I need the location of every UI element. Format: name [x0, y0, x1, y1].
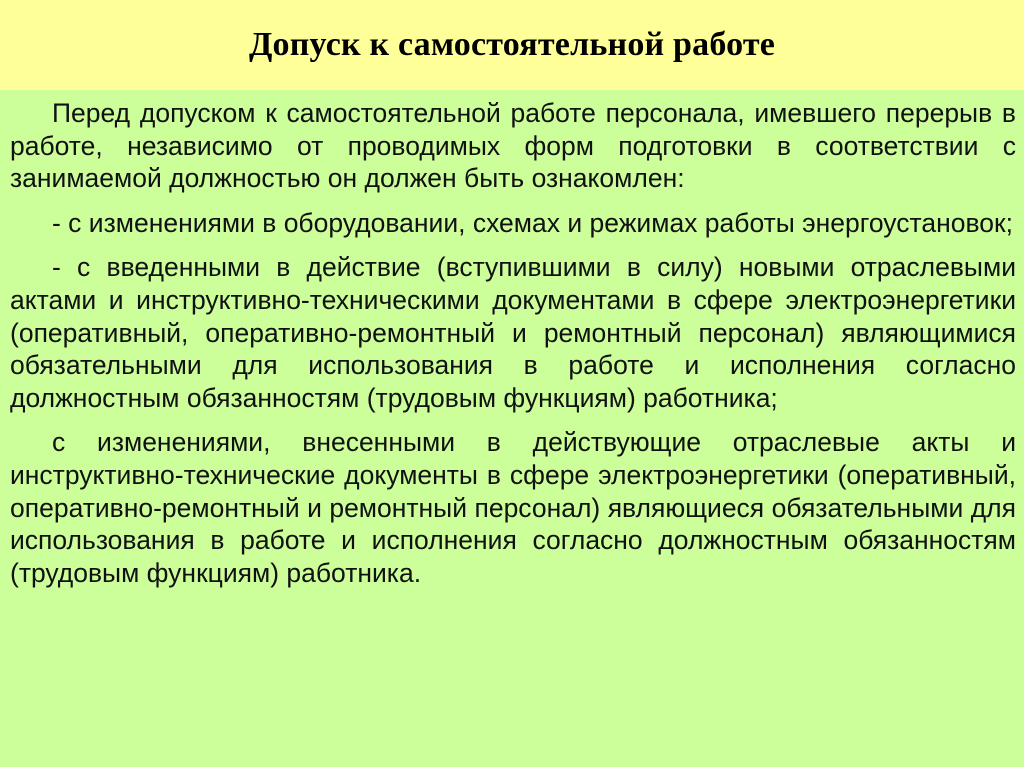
list-item-new-industry-acts: - с введенными в действие (вступившими в силу) новыми отраслевыми актами и инструктивно-техническими документами в сфере электроэнергетики (оперативный, оперативно-ремонтный и ремонтный персонал) являющимися обязательными для использования в работе и исполнения согласно должностным обязанностям (трудовым функциям) работника;: [10, 252, 1016, 413]
slide-body: [10, 97, 1016, 589]
intro-paragraph: Перед допуском к самостоятельной работе персонала, имевшего перерыв в работе, независимо от проводимых форм подготовки в соответствии с занимаемой должностью он должен быть ознакомлен:: [10, 98, 1016, 194]
list-item-amended-industry-acts: с изменениями, внесенными в действующие отраслевые акты и инструктивно-технические документы в сфере электроэнергетики (оперативный, оперативно-ремонтный и ремонтный персонал) являющиеся обязательными для использования в работе и исполнения согласно должностным обязанностям (трудовым функциям) работника.: [10, 427, 1016, 588]
title-bar: [0, 0, 1024, 90]
slide-title: Допуск к самостоятельной работе: [248, 26, 776, 63]
list-item-equipment-changes: - с изменениями в оборудовании, схемах и режимах работы энергоустановок;: [52, 207, 1013, 238]
